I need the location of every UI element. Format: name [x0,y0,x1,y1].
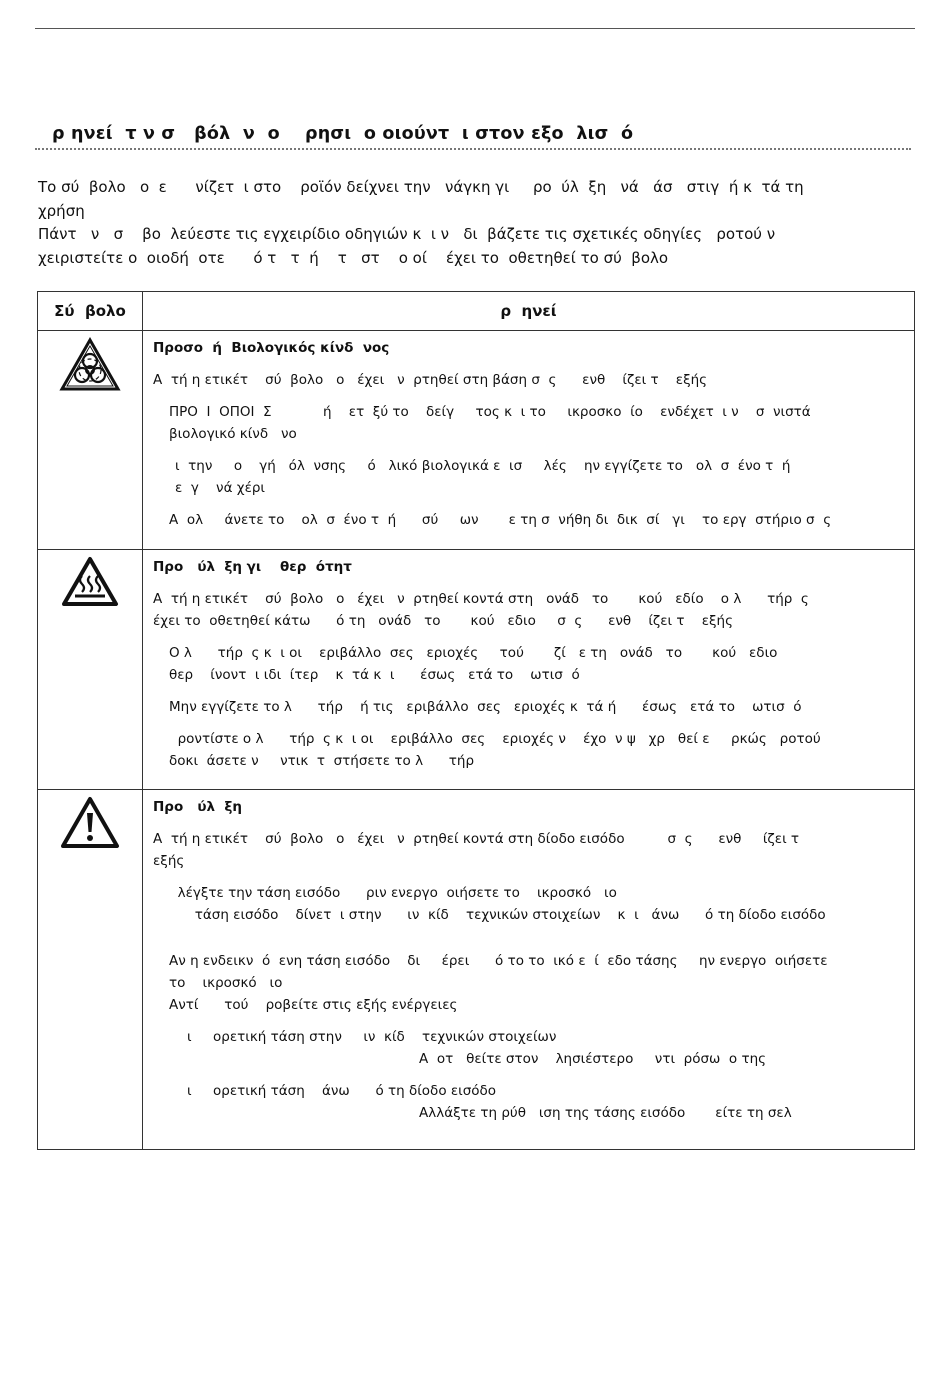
text-line: το ικροσκό ιο [169,975,283,991]
table-row [38,550,915,790]
text-line: Α ολ άνετε το ολ σ ένο τ ή σύ ων ε τη σ νήθη δι δικ σί γι το εργ στήριο σ ς [169,512,832,528]
hot-surface-icon [61,556,119,608]
text-line: λέγξτε την τάση εισόδο ριν ενεργο οιήσετε το ικροσκό ιο [169,885,617,901]
top-rule [35,28,915,29]
section-heading: ρ ηνεί τ ν σ βόλ ν ο ρησι ο οιούντ ι στον εξο λισ ό [52,124,634,144]
warning-icon [60,796,120,850]
heading-dotted-rule [35,148,911,150]
row-title: Προ ύλ ξη γι θερ ότητ [153,559,352,575]
text-line: τάση εισόδο δίνετ ι στην ιν κίδ τεχνικών στοιχείων κ ι άνω ό τη δίοδο εισόδο [169,907,826,923]
text-line: Μην εγγίζετε το λ τήρ ή τις εριβάλλο σες εριοχές κ τά ή έσως ετά το ωτισ ό [169,699,802,715]
table-row [38,331,915,550]
text-line: ροντίστε ο λ τήρ ς κ ι οι εριβάλλο σες εριοχές ν έχο ν ψ χρ θεί ε ρκώς ροτού [169,731,821,747]
text-line: Α τή η ετικέτ σύ βολο ο έχει ν ρτηθεί κοντά στη ονάδ το κού εδίο ο λ τήρ ς [153,591,809,607]
text-line: ΠΡΟ Ι ΟΠΟΙ Σ ή ετ ξύ το δείγ τος κ ι το ικροσκο ίο ενδέχετ ι ν σ νιστά [169,404,811,420]
text-line: ι ορετική τάση στην ιν κίδ τεχνικών στοιχείων [187,1029,557,1045]
text-line: εξής [153,853,185,869]
intro-line: χειριστείτε ο οιοδή οτε ό τ τ ή τ στ ο οί έχει το οθετηθεί το σύ βολο [38,248,669,267]
text-line: Α οτ θείτε στον λησιέστερο ντι ρόσω ο της [419,1051,767,1067]
header-symbol: Σύ βολο [38,292,143,331]
text-line: Α τή η ετικέτ σύ βολο ο έχει ν ρτηθεί κοντά στη δίοδο εισόδο σ ς ενθ ίζει τ [153,831,800,847]
text-line: βιολογικό κίνδ νο [169,426,297,442]
text-line: έχει το οθετηθεί κάτω ό τη ονάδ το κού εδιο σ ς ενθ ίζει τ εξής [153,613,734,629]
row-title: Προσο ή Βιολογικός κίνδ νος [153,340,390,356]
biohazard-icon [59,337,121,393]
text-line: δοκι άσετε ν ντικ τ στήσετε το λ τήρ [169,753,475,769]
text-line: Αντί τού ροβείτε στις εξής ενέργειες [169,997,458,1013]
intro-line: Πάντ ν σ βο λεύεστε τις εγχειρίδιο οδηγιών κ ι ν δι βάζετε τις σχετικές οδηγίες ροτού ν [38,225,776,243]
text-line: Α τή η ετικέτ σύ βολο ο έχει ν ρτηθεί στη βάση σ ς ενθ ίζει τ εξής [153,372,708,388]
symbol-cell [38,331,143,550]
intro-text [38,176,898,270]
intro-line: Το σύ βολο ο ε νίζετ ι στο ροϊόν δείχνει την νάγκη γι ρο ύλ ξη νά άσ στιγ ή κ τά τη [38,178,804,196]
description-cell [143,550,915,790]
text-line: Ο λ τήρ ς κ ι οι εριβάλλο σες εριοχές τού ζί ε τη ονάδ το κού εδιο [169,645,778,661]
header-description: ρ ηνεί [143,292,915,331]
text-line: Αλλάξτε τη ρύθ ιση της τάσης εισόδο είτε τη σελ [419,1105,792,1121]
description-cell [143,790,915,1150]
symbol-cell [38,790,143,1150]
row-title: Προ ύλ ξη [153,799,242,815]
text-line: ι ορετική τάση άνω ό τη δίοδο εισόδο [187,1083,497,1099]
table-row [38,790,915,1150]
text-line: ι την ο γή όλ νσης ό λικό βιολογικά ε ισ λές ην εγγίζετε το ολ σ ένο τ ή [175,458,791,474]
text-line: θερ ίνοντ ι ιδι ίτερ κ τά κ ι έσως ετά το ωτισ ό [169,667,580,683]
table-header-row [38,292,915,331]
symbols-table [37,291,915,1150]
intro-line: χρήση [38,201,85,220]
text-line: ε γ νά χέρι [175,480,265,496]
symbol-cell [38,550,143,790]
description-cell [143,331,915,550]
text-line: Αν η ενδεικν ό ενη τάση εισόδο δι έρει ό το το ικό ε ί εδο τάσης ην ενεργο οιήσετε [169,953,828,969]
